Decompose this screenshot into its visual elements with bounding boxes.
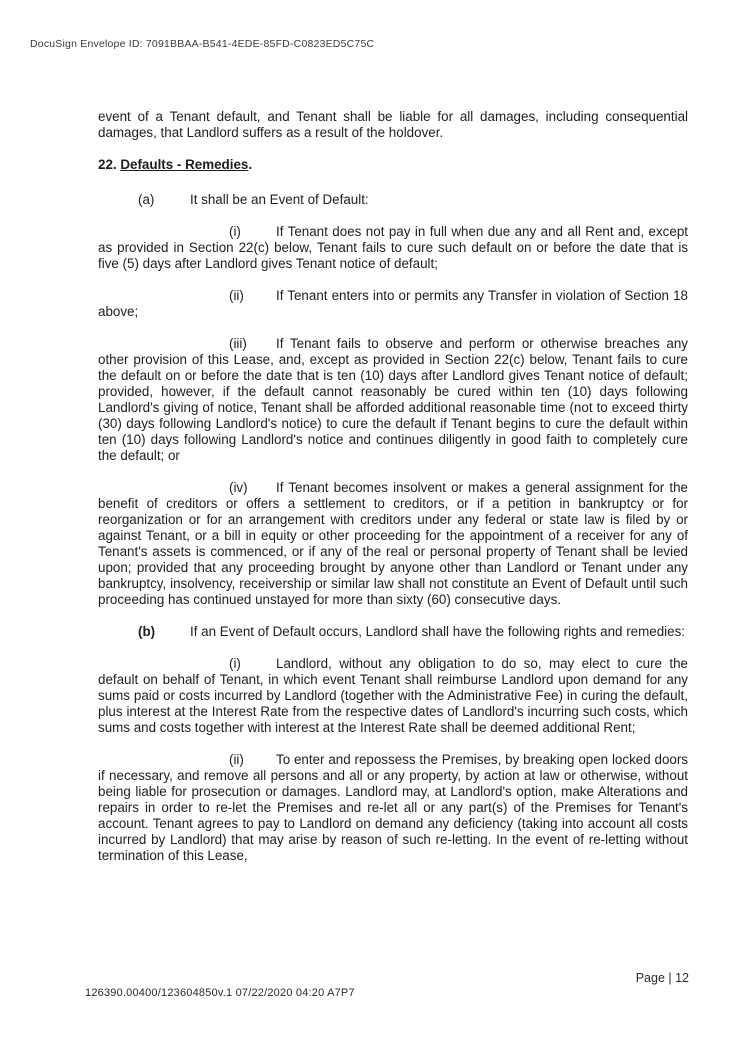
clause-a-i — [98, 224, 688, 272]
clause-label: (ii) — [229, 288, 244, 303]
clause-label: (ii) — [229, 752, 244, 767]
clause-text: To enter and repossess the Premises, by breaking open locked doors if necessary, and remove all persons and all or any property, by action at law or otherwise, without being liable for prosecution or damages. Landlord may, at Landlord's option, make Alterations and repairs in order to re-let the Premises and re-let all or any part(s) of the Premises for Tenant's account. Tenant agrees to pay to Landlord on demand any deficiency (taking into account all costs incurred by Landlord) that may arise by reason of such re-letting. In the event of re-letting without termination of this Lease, — [98, 752, 688, 863]
clause-label: (i) — [229, 656, 241, 671]
clause-text: If Tenant does not pay in full when due any and all Rent and, except as provided in Section 22(c) below, Tenant fails to cure such default on or before the date that is five (5) days after Landlord gives Tenant notice of default; — [98, 224, 688, 271]
footer-page-number: Page | 12 — [635, 971, 689, 985]
clause-a — [98, 192, 688, 208]
paragraph-intro: event of a Tenant default, and Tenant shall be liable for all damages, including consequential damages, that Landlord suffers as a result of the holdover. — [98, 109, 688, 140]
section-title: Defaults - Remedies — [120, 157, 249, 172]
clause-text: If Tenant enters into or permits any Transfer in violation of Section 18 above; — [98, 288, 688, 319]
clause-b-ii — [98, 752, 688, 864]
clause-b-i — [98, 656, 688, 736]
footer-file-reference: 126390.00400/123604850v.1 07/22/2020 04:20 A7P7 — [85, 987, 355, 999]
clause-label: (b) — [138, 624, 156, 639]
document-body — [98, 109, 688, 880]
clause-label: (a) — [138, 192, 155, 207]
clause-text: If Tenant fails to observe and perform or otherwise breaches any other provision of this Lease, and, except as provided in Section 22(c) below, Tenant fails to cure the default on or before the date that is ten (10) days after Landlord gives Tenant notice of default; provided, however, if the default cannot reasonably be cured within ten (10) days following Landlord's giving of notice, Tenant shall be afforded additional reasonable time (not to exceed thirty (30) days following Landlord's notice) to cure the default if Tenant begins to cure the default within ten (10) days following Landlord's notice and continues diligently in good faith to completely cure the default; or — [98, 336, 688, 463]
clause-text: It shall be an Event of Default: — [190, 192, 369, 207]
section-title-suffix: . — [248, 157, 253, 172]
clause-text: If an Event of Default occurs, Landlord shall have the following rights and remedies: — [190, 624, 685, 639]
section-heading — [98, 157, 688, 173]
clause-a-iii — [98, 336, 688, 464]
clause-label: (i) — [229, 224, 241, 239]
clause-label: (iii) — [229, 336, 247, 351]
clause-label: (iv) — [229, 480, 248, 495]
section-number: 22. — [98, 157, 117, 172]
clause-text: Landlord, without any obligation to do so, may elect to cure the default on behalf of Tenant, in which event Tenant shall reimburse Landlord upon demand for any sums paid or costs incurred by Landlord (together with the Administrative Fee) in curing the default, plus interest at the Interest Rate from the respective dates of Landlord's incurring such costs, which sums and costs together with interest at the Interest Rate shall be deemed additional Rent; — [98, 656, 688, 735]
clause-a-iv — [98, 480, 688, 608]
docusign-envelope-id: DocuSign Envelope ID: 7091BBAA-B541-4EDE-85FD-C0823ED5C75C — [30, 38, 375, 50]
clause-a-ii — [98, 288, 688, 320]
clause-b — [98, 624, 688, 640]
clause-text: If Tenant becomes insolvent or makes a general assignment for the benefit of creditors or offers a settlement to creditors, or if a petition in bankruptcy or for reorganization or for an arrangement with creditors under any federal or state law is filed by or against Tenant, or a bill in equity or other proceeding for the appointment of a receiver for any of Tenant's assets is commenced, or if any of the real or personal property of Tenant shall be levied upon; provided that any proceeding brought by anyone other than Landlord or Tenant under any bankruptcy, insolvency, receivership or similar law shall not constitute an Event of Default until such proceeding has continued unstayed for more than sixty (60) consecutive days. — [98, 480, 688, 607]
